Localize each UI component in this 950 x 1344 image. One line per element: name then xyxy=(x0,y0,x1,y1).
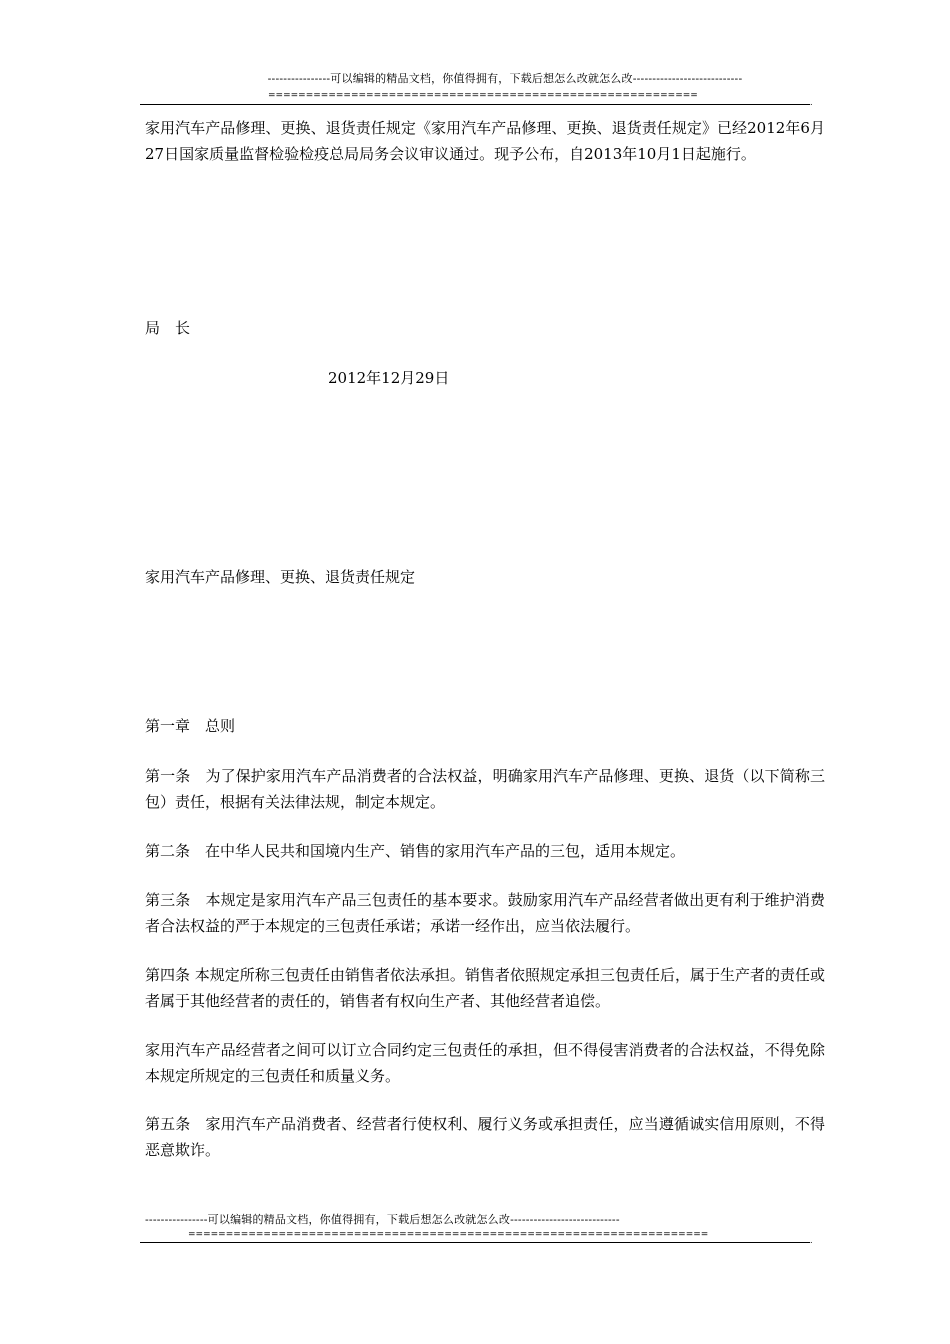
document-title: 家用汽车产品修理、更换、退货责任规定 xyxy=(145,568,416,586)
article-4-paragraph-2: 家用汽车产品经营者之间可以订立合同约定三包责任的承担，但不得侵害消费者的合法权益，不得免除本规定所规定的三包责任和质量义务。 xyxy=(145,1041,825,1085)
article-2: 第二条 在中华人民共和国境内生产、销售的家用汽车产品的三包，适用本规定。 xyxy=(145,842,686,860)
header-rule xyxy=(140,104,810,105)
header-banner: ----------------可以编辑的精品文档，你值得拥有，下载后想怎么改就怎么改---------------------------- xyxy=(267,72,743,85)
chapter-heading: 第一章 总则 xyxy=(145,717,236,735)
footer-rule xyxy=(140,1242,810,1243)
intro-paragraph: 家用汽车产品修理、更换、退货责任规定《家用汽车产品修理、更换、退货责任规定》已经2012年6月27日国家质量监督检验检疫总局局务会议审议通过。现予公布，自2013年10月1日起施行。 xyxy=(145,119,825,163)
signature-title: 局 长 xyxy=(145,319,191,337)
article-5: 第五条 家用汽车产品消费者、经营者行使权利、履行义务或承担责任，应当遵循诚实信用原则，不得恶意欺诈。 xyxy=(145,1115,825,1159)
footer-banner: ----------------可以编辑的精品文档，你值得拥有，下载后想怎么改就怎么改---------------------------- xyxy=(145,1213,620,1226)
footer-dot: . xyxy=(810,1236,813,1245)
signature-date: 2012年12月29日 xyxy=(328,369,450,387)
article-1: 第一条 为了保护家用汽车产品消费者的合法权益，明确家用汽车产品修理、更换、退货（以下简称三包）责任，根据有关法律法规，制定本规定。 xyxy=(145,767,825,811)
article-3: 第三条 本规定是家用汽车产品三包责任的基本要求。鼓励家用汽车产品经营者做出更有利于维护消费者合法权益的严于本规定的三包责任承诺；承诺一经作出，应当依法履行。 xyxy=(145,891,825,935)
header-dot: . xyxy=(810,98,813,107)
header-equals-line: ========================================================= xyxy=(268,91,698,101)
footer-equals-line: ===================================================================== xyxy=(188,1230,709,1240)
article-4: 第四条 本规定所称三包责任由销售者依法承担。销售者依照规定承担三包责任后，属于生产者的责任或者属于其他经营者的责任的，销售者有权向生产者、其他经营者追偿。 xyxy=(145,966,825,1010)
